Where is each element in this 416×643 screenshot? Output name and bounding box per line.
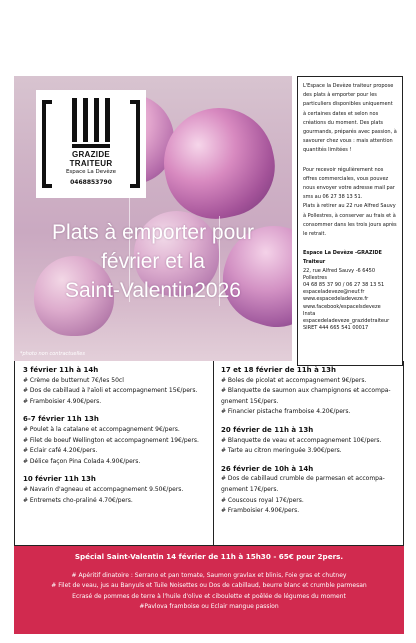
logo-name [56, 150, 126, 168]
contact-details [303, 268, 397, 333]
menu-day: 26 février de 10h à 14h [221, 464, 314, 473]
menu-item: # Financier pistache framboise 4.20€/pers. [221, 408, 351, 416]
contact-title: Espace La Devèze -GRAZIDE Traiteur [303, 250, 382, 266]
menu-item: # Eclair café 4.20€/pers. [23, 447, 98, 455]
menu-day: 3 février 11h à 14h [23, 366, 99, 374]
hero-banner [14, 76, 292, 361]
menu-day: 10 février 11h 13h [23, 475, 96, 484]
info-pickup: Plats à retirer au 22 rue Alfred Sauvy à Pollestres, à conserver au frais et à consommer dans les trois jours après le retrait. [303, 203, 397, 238]
photo-disclaimer: *photo non contractuelles [20, 351, 85, 357]
balloon-image [154, 98, 284, 228]
logo-subtitle: Espace La Devèze [65, 169, 117, 175]
menu-item: # Couscous royal 17€/pers. [221, 496, 304, 504]
hero-title-line1: Plats à emporter pour [52, 221, 254, 244]
menu-day: 6-7 février 11h 13h [23, 415, 99, 424]
valentine-line: #Pavlova framboise ou Eclair mangue passion [139, 602, 279, 610]
info-offers: Pour recevoir régulièrement nos offres commerciales, vous pouvez nous envoyer votre adresse mail par sms au 06 27 38 13 51. [303, 166, 395, 201]
menu-item: # Entremets cho-praliné 4.70€/pers. [23, 496, 133, 504]
contact-address: 22, rue Alfred Sauvy -6 6450 Pollestres [303, 267, 375, 281]
valentine-menu [14, 571, 404, 612]
menu-item: # Framboisier 4.90€/pers. [221, 507, 300, 515]
menu-day: 20 février de 11h à 13h [221, 425, 314, 434]
hero-title-line3: Saint-Valentin2026 [65, 279, 241, 302]
valentine-title: Spécial Saint-Valentin 14 février de 11h à 15h30 - 65€ pour 2pers. [74, 552, 344, 561]
logo-name-line2: TRAITEUR [69, 159, 113, 168]
menu-item: # Dos de cabillaud à l'aïoli et accompagnement 15€/pers. [23, 387, 198, 395]
valentine-line: Ecrasé de pommes de terre à l'huile d'olive et ciboulette et poêlée de légumes du moment [72, 592, 346, 600]
chef-hat-icon [72, 98, 110, 142]
menu-item: # Poulet à la catalane et accompagnement 9€/pers. [23, 425, 180, 433]
valentine-line: # Apéritif dinatoire : Serrano et pan tomate, Saumon gravlax et blinis, Foie gras et chutney [71, 572, 347, 579]
menu-divider [213, 361, 214, 546]
menu-item: # Blanquette de veau et accompagnement 10€/pers. [221, 436, 382, 444]
contact-instagram: Insta espacedeladeveze_grazidetraiteur [303, 310, 390, 325]
info-intro: L'Espace la Devèze traiteur propose des plats à emporter pour les particuliers disponibles uniquement à certaines dates et selon nos créations du moment. Des plats gourmands, préparés avec passion, à savourer chez vous : mais attention quantités limitées ! [303, 83, 397, 154]
menu-day: 17 et 18 février de 11h à 13h [221, 366, 336, 374]
logo-name-line1: GRAZIDE [71, 150, 111, 159]
hero-title [14, 218, 292, 305]
menu-item: # Blanquette de saumon aux champignons et accompa-gnement 15€/pers. [221, 387, 391, 405]
info-panel [297, 76, 403, 366]
logo [36, 90, 146, 198]
contact-facebook: www.facebook/espacelsdeveze [303, 303, 381, 310]
menu-item: # Boles de picolat et accompagnement 9€/pers. [221, 376, 367, 384]
menu-item: # Tarte au citron meringuée 3.90€/pers. [221, 447, 342, 455]
chef-hat-band [72, 144, 110, 148]
menu-item: # Framboisier 4.90€/pers. [23, 397, 102, 405]
contact-email: espaceladeveze@neuf.fr [303, 289, 365, 296]
menu-column-right [221, 365, 401, 517]
menu-item: # Délice façon Pina Colada 4.90€/pers. [23, 457, 141, 465]
menu-item: # Dos de cabillaud crumble de parmesan et accompa-gnement 17€/pers. [221, 475, 385, 493]
contact-phones: 04 68 85 37 90 / 06 27 38 13 51 [303, 282, 385, 289]
hero-title-line2: février et la [101, 250, 205, 273]
menu-section [14, 361, 404, 546]
logo-phone: 0468853790 [70, 179, 112, 186]
menu-column-left [23, 365, 209, 506]
valentine-banner [14, 546, 404, 634]
contact-siret: SIRET 444 665 541 00017 [303, 325, 369, 332]
valentine-line: # Filet de veau, jus au Banyuls et Tuile Noisettes ou Dos de cabillaud, beurre blanc et crumble parmesan [51, 582, 367, 590]
menu-item: # Filet de boeuf Wellington et accompagnement 19€/pers. [23, 436, 199, 444]
menu-item: # Crème de butternut 7€/les 50cl [23, 376, 124, 384]
menu-item: # Navarin d'agneau et accompagnement 9.50€/pers. [23, 485, 184, 493]
contact-website: www.espacedeladeveze.fr [303, 296, 369, 303]
